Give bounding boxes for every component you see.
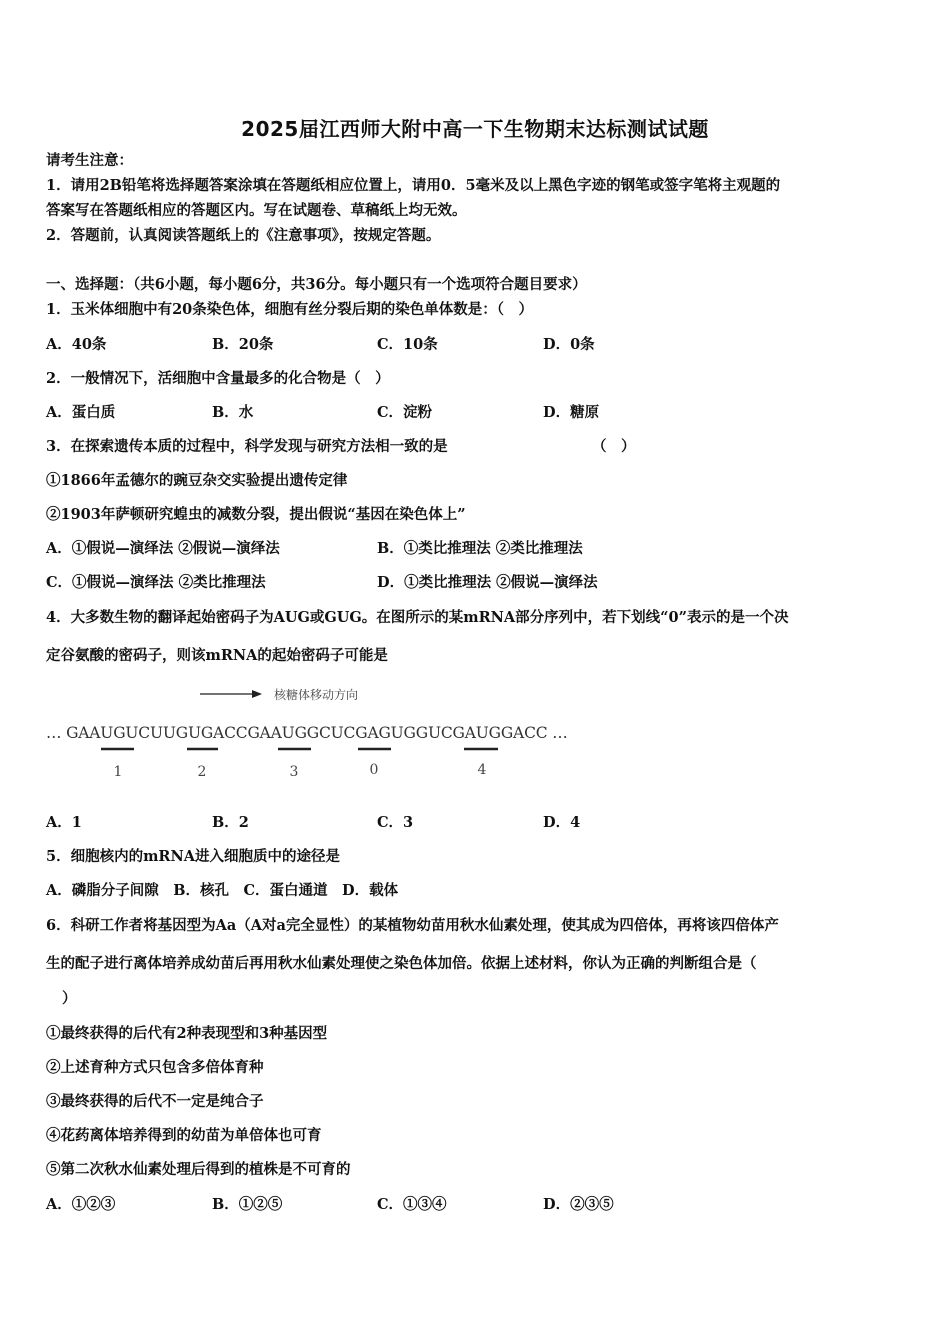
- q2-option-b: B．水: [212, 404, 254, 421]
- q5-options: A．磷脂分子间隙 B．核孔 C．蛋白通道 D．载体: [46, 882, 399, 899]
- q6-option-b: B．①②⑤: [212, 1196, 283, 1213]
- codon-mark-0: 0: [369, 762, 379, 778]
- q3-answer-paren: （ ）: [592, 438, 636, 455]
- notice-item-2: 2．答题前，认真阅读答题纸上的《注意事项》，按规定答题。: [46, 227, 441, 244]
- q6-option-d: D．②③⑤: [543, 1196, 614, 1213]
- q3-option-c: C．①假说—演绎法 ②类比推理法: [46, 574, 266, 591]
- question-4-stem-cont: 定谷氨酸的密码子，则该mRNA的起始密码子可能是: [46, 647, 388, 664]
- question-4-stem: 4．大多数生物的翻译起始密码子为AUG或GUG。在图所示的某mRNA部分序列中，若下划线“0”表示的是一个决: [46, 609, 789, 626]
- question-2-stem: 2．一般情况下，活细胞中含量最多的化合物是（ ）: [46, 370, 390, 387]
- question-6-stem: 6．科研工作者将基因型为Aa（A对a完全显性）的某植物幼苗用秋水仙素处理，使其成为四倍体，再将该四倍体产: [46, 917, 779, 934]
- notice-heading: 请考生注意：: [46, 152, 133, 169]
- question-1-stem: 1．玉米体细胞中有20条染色体，细胞有丝分裂后期的染色单体数是：（ ）: [46, 301, 534, 318]
- q1-option-b: B．20条: [212, 336, 274, 353]
- q2-option-c: C．淀粉: [377, 404, 433, 421]
- question-5-stem: 5．细胞核内的mRNA进入细胞质中的途径是: [46, 848, 340, 865]
- q4-option-d: D．4: [543, 814, 581, 831]
- codon-mark-1: 1: [113, 764, 123, 780]
- arrow-label: 核糖体移动方向: [274, 688, 359, 702]
- q1-option-a: A．40条: [46, 336, 107, 353]
- q4-option-c: C．3: [377, 814, 414, 831]
- mrna-diagram: [46, 680, 606, 790]
- q3-option-a: A．①假说—演绎法 ②假说—演绎法: [46, 540, 280, 557]
- q6-option-c: C．①③④: [377, 1196, 447, 1213]
- question-6-stem-end: ）: [62, 990, 77, 1007]
- q4-option-b: B．2: [212, 814, 249, 831]
- codon-mark-2: 2: [197, 764, 207, 780]
- q1-option-d: D．0条: [543, 336, 595, 353]
- q4-option-a: A．1: [46, 814, 82, 831]
- q1-option-c: C．10条: [377, 336, 438, 353]
- q3-statement-1: ①1866年孟德尔的豌豆杂交实验提出遗传定律: [46, 472, 348, 489]
- notice-item-1: 1．请用2B铅笔将选择题答案涂填在答题纸相应位置上，请用0．5毫米及以上黑色字迹的钢笔或签字笔将主观题的: [46, 177, 781, 194]
- q3-statement-2: ②1903年萨顿研究蝗虫的减数分裂，提出假说“基因在染色体上”: [46, 506, 466, 523]
- codon-mark-3: 3: [289, 764, 299, 780]
- mrna-sequence: … GAAUGUCUUGUGACCGAAUGGCUCGAGUGGUCGAUGGACC …: [46, 724, 568, 742]
- arrow-right-icon: [252, 690, 262, 698]
- q6-statement-2: ②上述育种方式只包含多倍体育种: [46, 1059, 264, 1076]
- q2-option-a: A．蛋白质: [46, 404, 116, 421]
- q6-statement-1: ①最终获得的后代有2种表现型和3种基因型: [46, 1025, 328, 1042]
- question-3-stem: 3．在探索遗传本质的过程中，科学发现与研究方法相一致的是: [46, 438, 448, 455]
- page-title: 2025届江西师大附中高一下生物期末达标测试试题: [241, 117, 709, 141]
- q6-statement-4: ④花药离体培养得到的幼苗为单倍体也可育: [46, 1127, 322, 1144]
- q3-option-d: D．①类比推理法 ②假说—演绎法: [377, 574, 598, 591]
- q6-option-a: A．①②③: [46, 1196, 116, 1213]
- q2-option-d: D．糖原: [543, 404, 600, 421]
- q3-option-b: B．①类比推理法 ②类比推理法: [377, 540, 583, 557]
- section-heading: 一、选择题：（共6小题，每小题6分，共36分。每小题只有一个选项符合题目要求）: [46, 276, 587, 293]
- mrna-sequence-figure: [46, 680, 606, 790]
- q6-statement-3: ③最终获得的后代不一定是纯合子: [46, 1093, 264, 1110]
- q6-statement-5: ⑤第二次秋水仙素处理后得到的植株是不可育的: [46, 1161, 351, 1178]
- question-6-stem-cont: 生的配子进行离体培养成幼苗后再用秋水仙素处理使之染色体加倍。依据上述材料，你认为正确的判断组合是（: [46, 955, 757, 972]
- codon-mark-4: 4: [477, 762, 487, 778]
- notice-item-1-cont: 答案写在答题纸相应的答题区内。写在试题卷、草稿纸上均无效。: [46, 202, 467, 219]
